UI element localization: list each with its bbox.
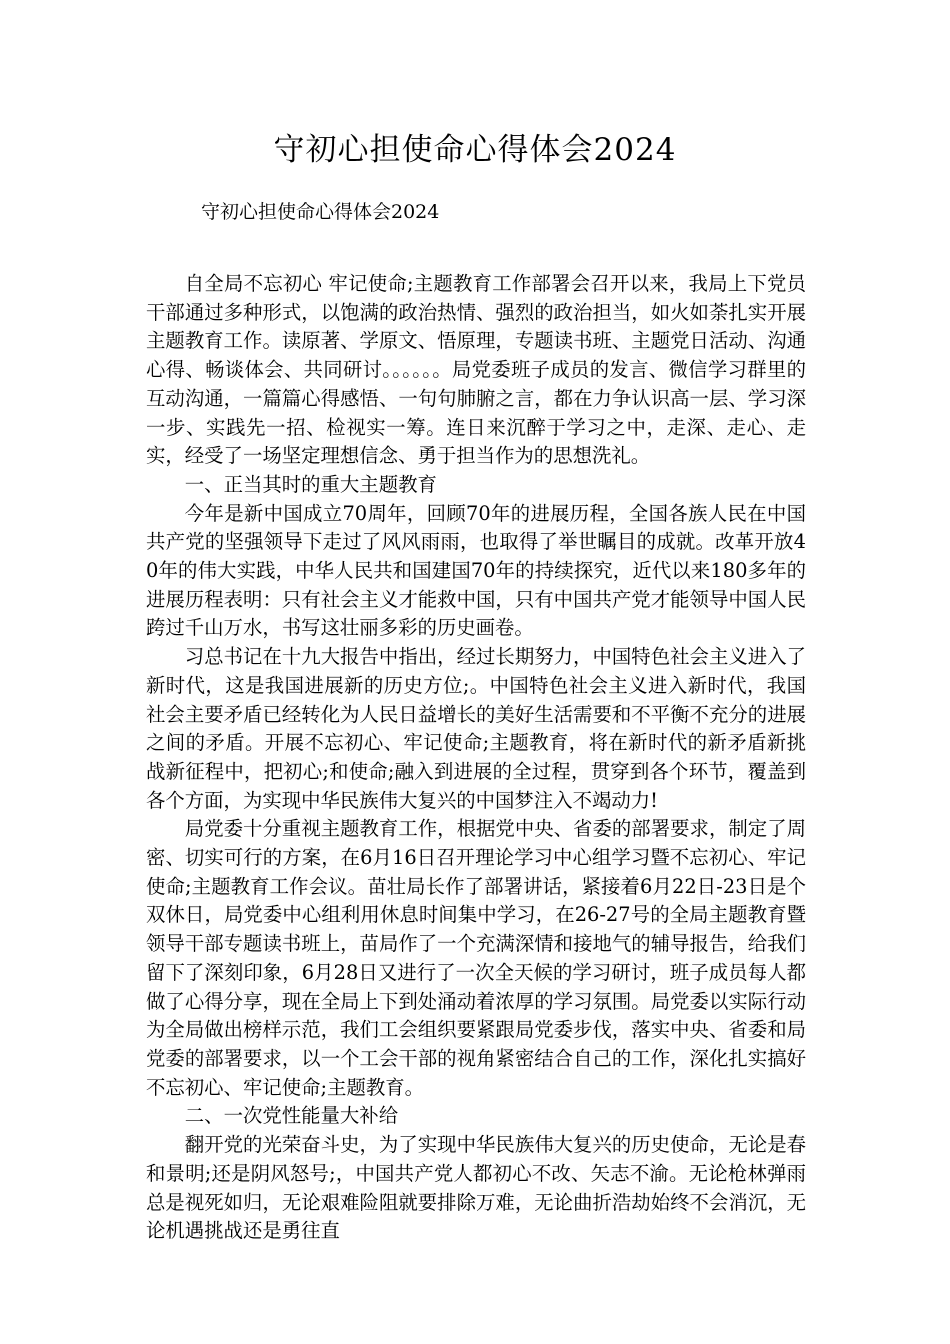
paragraph-bureau-actions: 局党委十分重视主题教育工作，根据党中央、省委的部署要求，制定了周密、切实可行的方案，在6月16日召开理论学习中心组学习暨不忘初心、牢记使命;主题教育工作会议。苗壮局长作了部署讲话，紧接着6月22日-23日是个双休日，局党委中心组利用休息时间集中学习，在26-27号的全局主题教育暨领导干部专题读书班上，苗局作了一个充满深情和接地气的辅导报告，给我们留下了深刻印象，6月28日又进行了一次全天候的学习研讨，班子成员每人都做了心得分享，现在全局上下到处涌动着浓厚的学习氛围。局党委以实际行动为全局做出榜样示范，我们工会组织要紧跟局党委步伐，落实中央、省委和局党委的部署要求，以一个工会干部的视角紧密结合自己的工作，深化扎实搞好不忘初心、牢记使命;主题教育。 <box>146 817 806 1099</box>
paragraph-intro: 自全局不忘初心 牢记使命;主题教育工作部署会召开以来，我局上下党员干部通过多种形式，以饱满的政治热情、强烈的政治担当，如火如荼扎实开展主题教育工作。读原著、学原文、悟原理，专题读书班、主题党日活动、沟通心得、畅谈体会、共同研讨。。。。。。局党委班子成员的发言、微信学习群里的互动沟通，一篇篇心得感悟、一句句肺腑之言，都在力争认识高一层、学习深一步、实践先一招、检视实一筹。连日来沉醉于学习之中，走深、走心、走实，经受了一场坚定理想信念、勇于担当作为的思想洗礼。 <box>146 272 806 468</box>
paragraph-anniversary: 今年是新中国成立70周年，回顾70年的进展历程，全国各族人民在中国共产党的坚强领导下走过了风风雨雨，也取得了举世瞩目的成就。改革开放40年的伟大实践，中华人民共和国建国70年的持续探究，近代以来180多年的进展历程表明：只有社会主义才能救中国，只有中国共产党才能领导中国人民跨过千山万水，书写这壮丽多彩的历史画卷。 <box>146 501 806 640</box>
section-heading-1: 一、正当其时的重大主题教育 <box>184 472 437 496</box>
document-subtitle: 守初心担使命心得体会2024 <box>201 201 440 223</box>
paragraph-new-era: 习总书记在十九大报告中指出，经过长期努力，中国特色社会主义进入了新时代，这是我国进展新的历史方位;。中国特色社会主义进入新时代，我国社会主要矛盾已经转化为人民日益增长的美好生活需要和不平衡不充分的进展之间的矛盾。开展不忘初心、牢记使命;主题教育，将在新时代的新矛盾新挑战新征程中，把初心;和使命;融入到进展的全过程，贯穿到各个环节，覆盖到各个方面，为实现中华民族伟大复兴的中国梦注入不竭动力! <box>146 645 806 812</box>
paragraph-party-history: 翻开党的光荣奋斗史，为了实现中华民族伟大复兴的历史使命，无论是春和景明;还是阴风怒号;，中国共产党人都初心不改、矢志不渝。无论枪林弹雨总是视死如归，无论艰难险阻就要排除万难，无论曲折浩劫始终不会消沉，无论机遇挑战还是勇往直 <box>146 1133 806 1243</box>
document-body <box>146 270 806 1246</box>
document-title: 守初心担使命心得体会2024 <box>273 132 677 168</box>
section-heading-2: 二、一次党性能量大补给 <box>184 1104 399 1128</box>
